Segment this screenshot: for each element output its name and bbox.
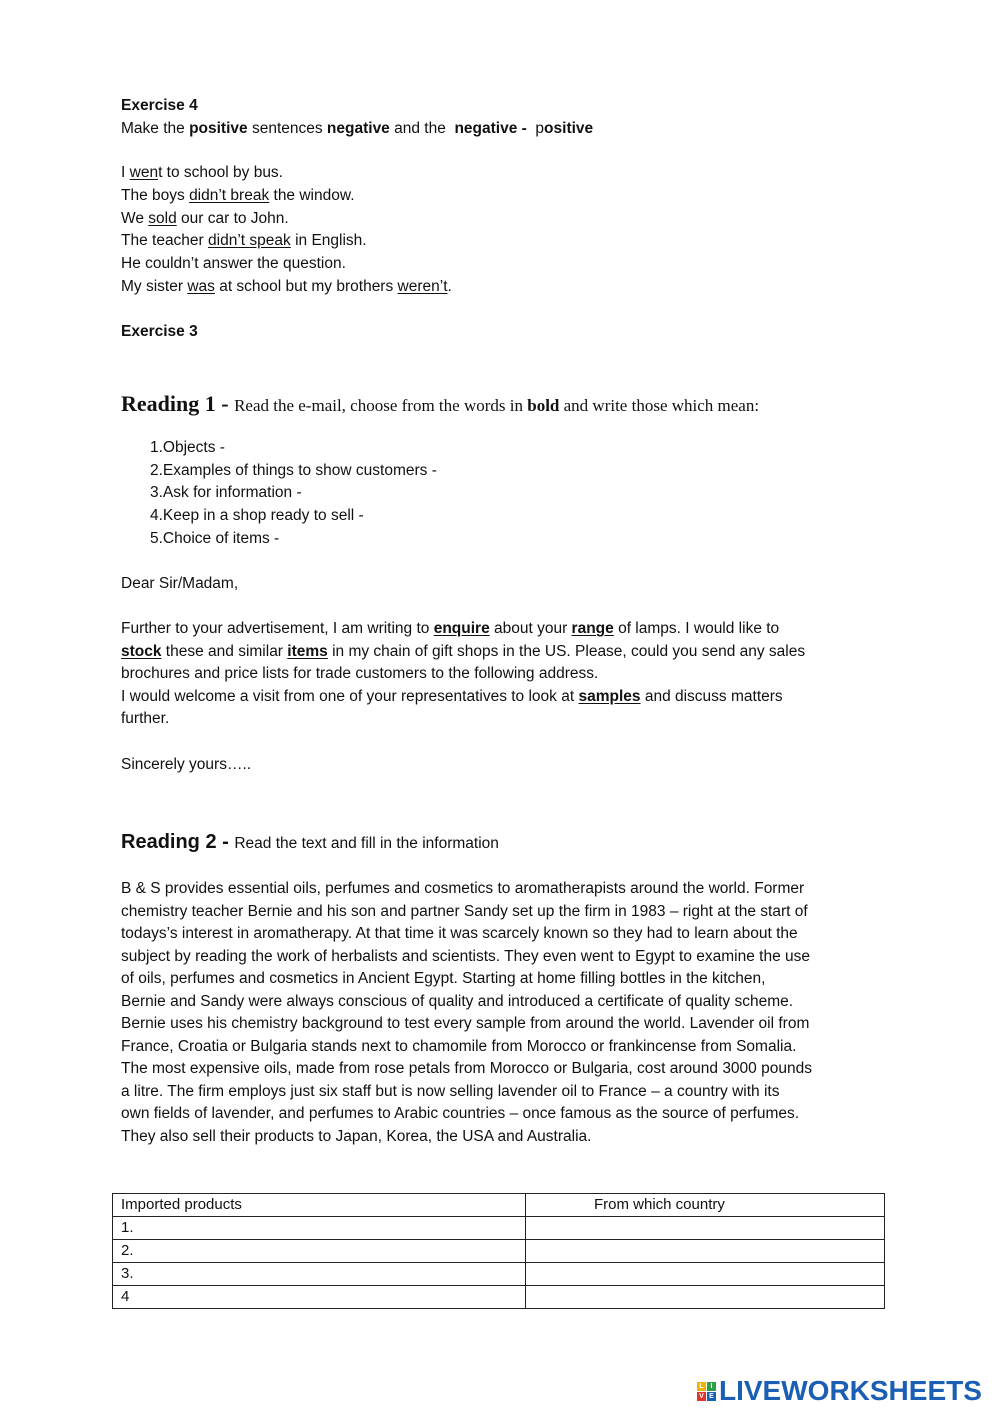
logo-text: LIVEWORKSHEETS (719, 1375, 982, 1406)
bold-word-enquire: enquire (433, 620, 490, 637)
list-item: 2.Examples of things to show customers - (150, 461, 437, 479)
list-item: 4.Keep in a shop ready to sell - (150, 507, 364, 525)
table-row: 1. (113, 1217, 885, 1240)
list-item: 3.Ask for information - (150, 484, 302, 502)
bold-word-stock: stock (121, 642, 162, 660)
list-item: 5.Choice of items - (150, 529, 280, 547)
header-imported-products: Imported products (113, 1194, 526, 1217)
answer-cell[interactable] (526, 1286, 885, 1309)
answer-cell[interactable] (526, 1240, 885, 1263)
answer-cell[interactable] (526, 1263, 885, 1286)
bold-word-range: range (571, 620, 614, 637)
answer-cell[interactable] (526, 1217, 885, 1240)
list-item: 1.Objects - (150, 439, 225, 456)
exercise4-instruction: Make the positive sentences negative and the negative - positive (121, 120, 594, 137)
exercise3-title: Exercise 3 (121, 323, 198, 340)
sentence-4: The teacher didn’t speak in English. (121, 232, 367, 249)
reading2-text: B & S provides essential oils, perfumes and cosmetics to aromatherapists around the world. Former chemistry teacher Bernie and his son and partner Sandy set up the firm in 1983 – right at the start of todays’s interest in aromatherapy. At that time it was scarcely known so they had to learn about the subject by reading the work of herbalists and scientists. They even went to Egypt to examine the use of oils, perfumes and cosmetics in Ancient Egypt. Starting at home filling bottles in the kitchen, Bernie and Sandy were always conscious of quality and introduced a certificate of quality scheme. Bernie uses his chemistry background to test every sample from around the world. Lavender oil from France, Croatia or Bulgaria stands next to chamomile from Morocco or frankincense from Somalia. The most expensive oils, made from rose petals from Morocco or Bulgaria, cost around 3000 pounds a litre. The firm employs just six staff but is now selling lavender oil to France – a country with its own fields of lavender, and perfumes to Arabic countries – once famous as the source of perfumes. They also sell their products to Japan, Korea, the USA and Australia. (121, 880, 812, 1145)
sentence-3: We sold our car to John. (121, 210, 289, 227)
reading2-heading: Reading 2 - Read the text and fill in the information (121, 831, 499, 853)
email-closing: Sincerely yours….. (121, 756, 252, 773)
imported-products-table (112, 1193, 885, 1309)
reading1-heading: Reading 1 - Read the e-mail, choose from the words in bold and write those which mean: (121, 391, 760, 416)
header-from-which-country: From which country (526, 1194, 885, 1217)
sentence-2: The boys didn’t break the window. (121, 187, 355, 204)
table-row: 2. (113, 1240, 885, 1263)
sentence-1: I went to school by bus. (121, 164, 283, 181)
table-header-row (113, 1194, 885, 1217)
email-greeting: Dear Sir/Madam, (121, 575, 239, 592)
table-row: 3. (113, 1263, 885, 1286)
sentence-5: He couldn’t answer the question. (121, 255, 346, 272)
exercise4-title: Exercise 4 (121, 97, 198, 114)
liveworksheets-logo (697, 1374, 982, 1408)
reading1-task-list (150, 437, 437, 551)
table-row: 4 (113, 1286, 885, 1309)
email-body: Further to your advertisement, I am writing to enquire about your range of lamps. I would like to stock these and similar items in my chain of gift shops in the US. Please, could you send any sales brochures and price lists for trade customers to the following address. I would welcome a visit from one of your representatives to look at samples and discuss matters further. (121, 620, 806, 727)
bold-word-items: items (287, 642, 328, 660)
sentence-6: My sister was at school but my brothers weren’t. (121, 278, 452, 295)
logo-grid-icon: L I V E (697, 1382, 716, 1401)
bold-word-samples: samples (578, 687, 641, 705)
